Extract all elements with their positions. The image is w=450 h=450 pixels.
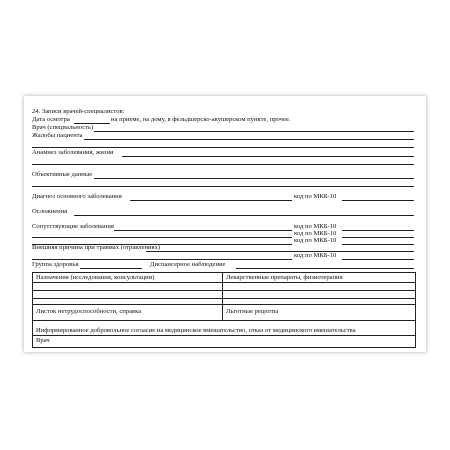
consent-text: Информированное добровольное согласие на медицинское вмешательство, отказ от медицинского вмешательства xyxy=(36,327,356,334)
external-cause-field[interactable] xyxy=(146,251,414,252)
complaints-field[interactable] xyxy=(84,139,414,140)
health-group-label: Группа здоровья xyxy=(32,261,79,268)
complications-field[interactable] xyxy=(74,215,414,216)
external-cause-line[interactable] xyxy=(32,259,292,260)
table-divider xyxy=(222,272,223,320)
assignments-header: Назначения (исследования, консультации) xyxy=(36,274,155,281)
external-cause-label: Внешняя причина при травмах (отравлениях) xyxy=(32,244,161,251)
table-row-line xyxy=(32,335,415,336)
section-title: 24. Записи врачей-специалистов: xyxy=(32,108,125,115)
comorbid-icd-field-1[interactable] xyxy=(342,230,414,231)
comorbid-icd-field-3[interactable] xyxy=(342,244,414,245)
external-icd-field[interactable] xyxy=(342,259,414,260)
diagnosis-icd-label: код по МКБ-10 xyxy=(294,193,337,200)
exam-place-text: на приеме, на дому, в фельдшерско-акушерском пункте, прочее. xyxy=(111,116,291,123)
exam-date-label: Дата осмотра xyxy=(32,116,70,123)
sick-leave-label: Листок нетрудоспособности, справка xyxy=(36,308,142,315)
form-sheet xyxy=(24,96,426,352)
table-row-line xyxy=(32,320,415,321)
health-group-field[interactable] xyxy=(80,268,142,269)
table-row-line xyxy=(32,282,415,283)
medications-header: Лекарственные препараты, физиотерапия xyxy=(226,274,343,281)
complaints-label: Жалобы пациента xyxy=(32,132,83,139)
external-icd-label: код по МКБ-10 xyxy=(294,252,337,259)
objective-line[interactable] xyxy=(32,186,414,187)
doctor-specialty-field[interactable] xyxy=(94,131,414,132)
anamnesis-field[interactable] xyxy=(122,156,414,157)
anamnesis-line[interactable] xyxy=(32,164,414,165)
diagnosis-label: Диагноз основного заболевания xyxy=(32,193,122,200)
doctor-sign-label: Врач xyxy=(36,337,50,344)
objective-label: Объективные данные xyxy=(32,171,93,178)
diagnosis-icd-field[interactable] xyxy=(342,200,414,201)
dispensary-field[interactable] xyxy=(236,268,414,269)
comorbid-line-2[interactable] xyxy=(32,237,292,238)
comorbid-field[interactable] xyxy=(114,230,292,231)
table-row-line xyxy=(32,304,415,305)
dispensary-label: Диспансерное наблюдение xyxy=(150,261,226,268)
anamnesis-label: Анамнез заболевания, жизни xyxy=(32,149,114,156)
comorbid-icd-label-2: код по МКБ-10 xyxy=(294,230,337,237)
complications-label: Осложнения xyxy=(32,208,68,215)
diagnosis-field[interactable] xyxy=(130,200,292,201)
table-row-line xyxy=(32,290,415,291)
comorbid-icd-field-2[interactable] xyxy=(342,237,414,238)
doctor-specialty-label: Врач (специальность) xyxy=(32,124,94,131)
comorbid-icd-label-3: код по МКБ-10 xyxy=(294,237,337,244)
comorbid-label: Сопутствующие заболевания xyxy=(32,223,114,230)
preferential-prescriptions-label: Льготные рецепты xyxy=(226,308,279,315)
comorbid-icd-label-1: код по МКБ-10 xyxy=(294,223,337,230)
table-row-line xyxy=(32,298,415,299)
objective-field[interactable] xyxy=(94,178,414,179)
complaints-line[interactable] xyxy=(32,147,414,148)
